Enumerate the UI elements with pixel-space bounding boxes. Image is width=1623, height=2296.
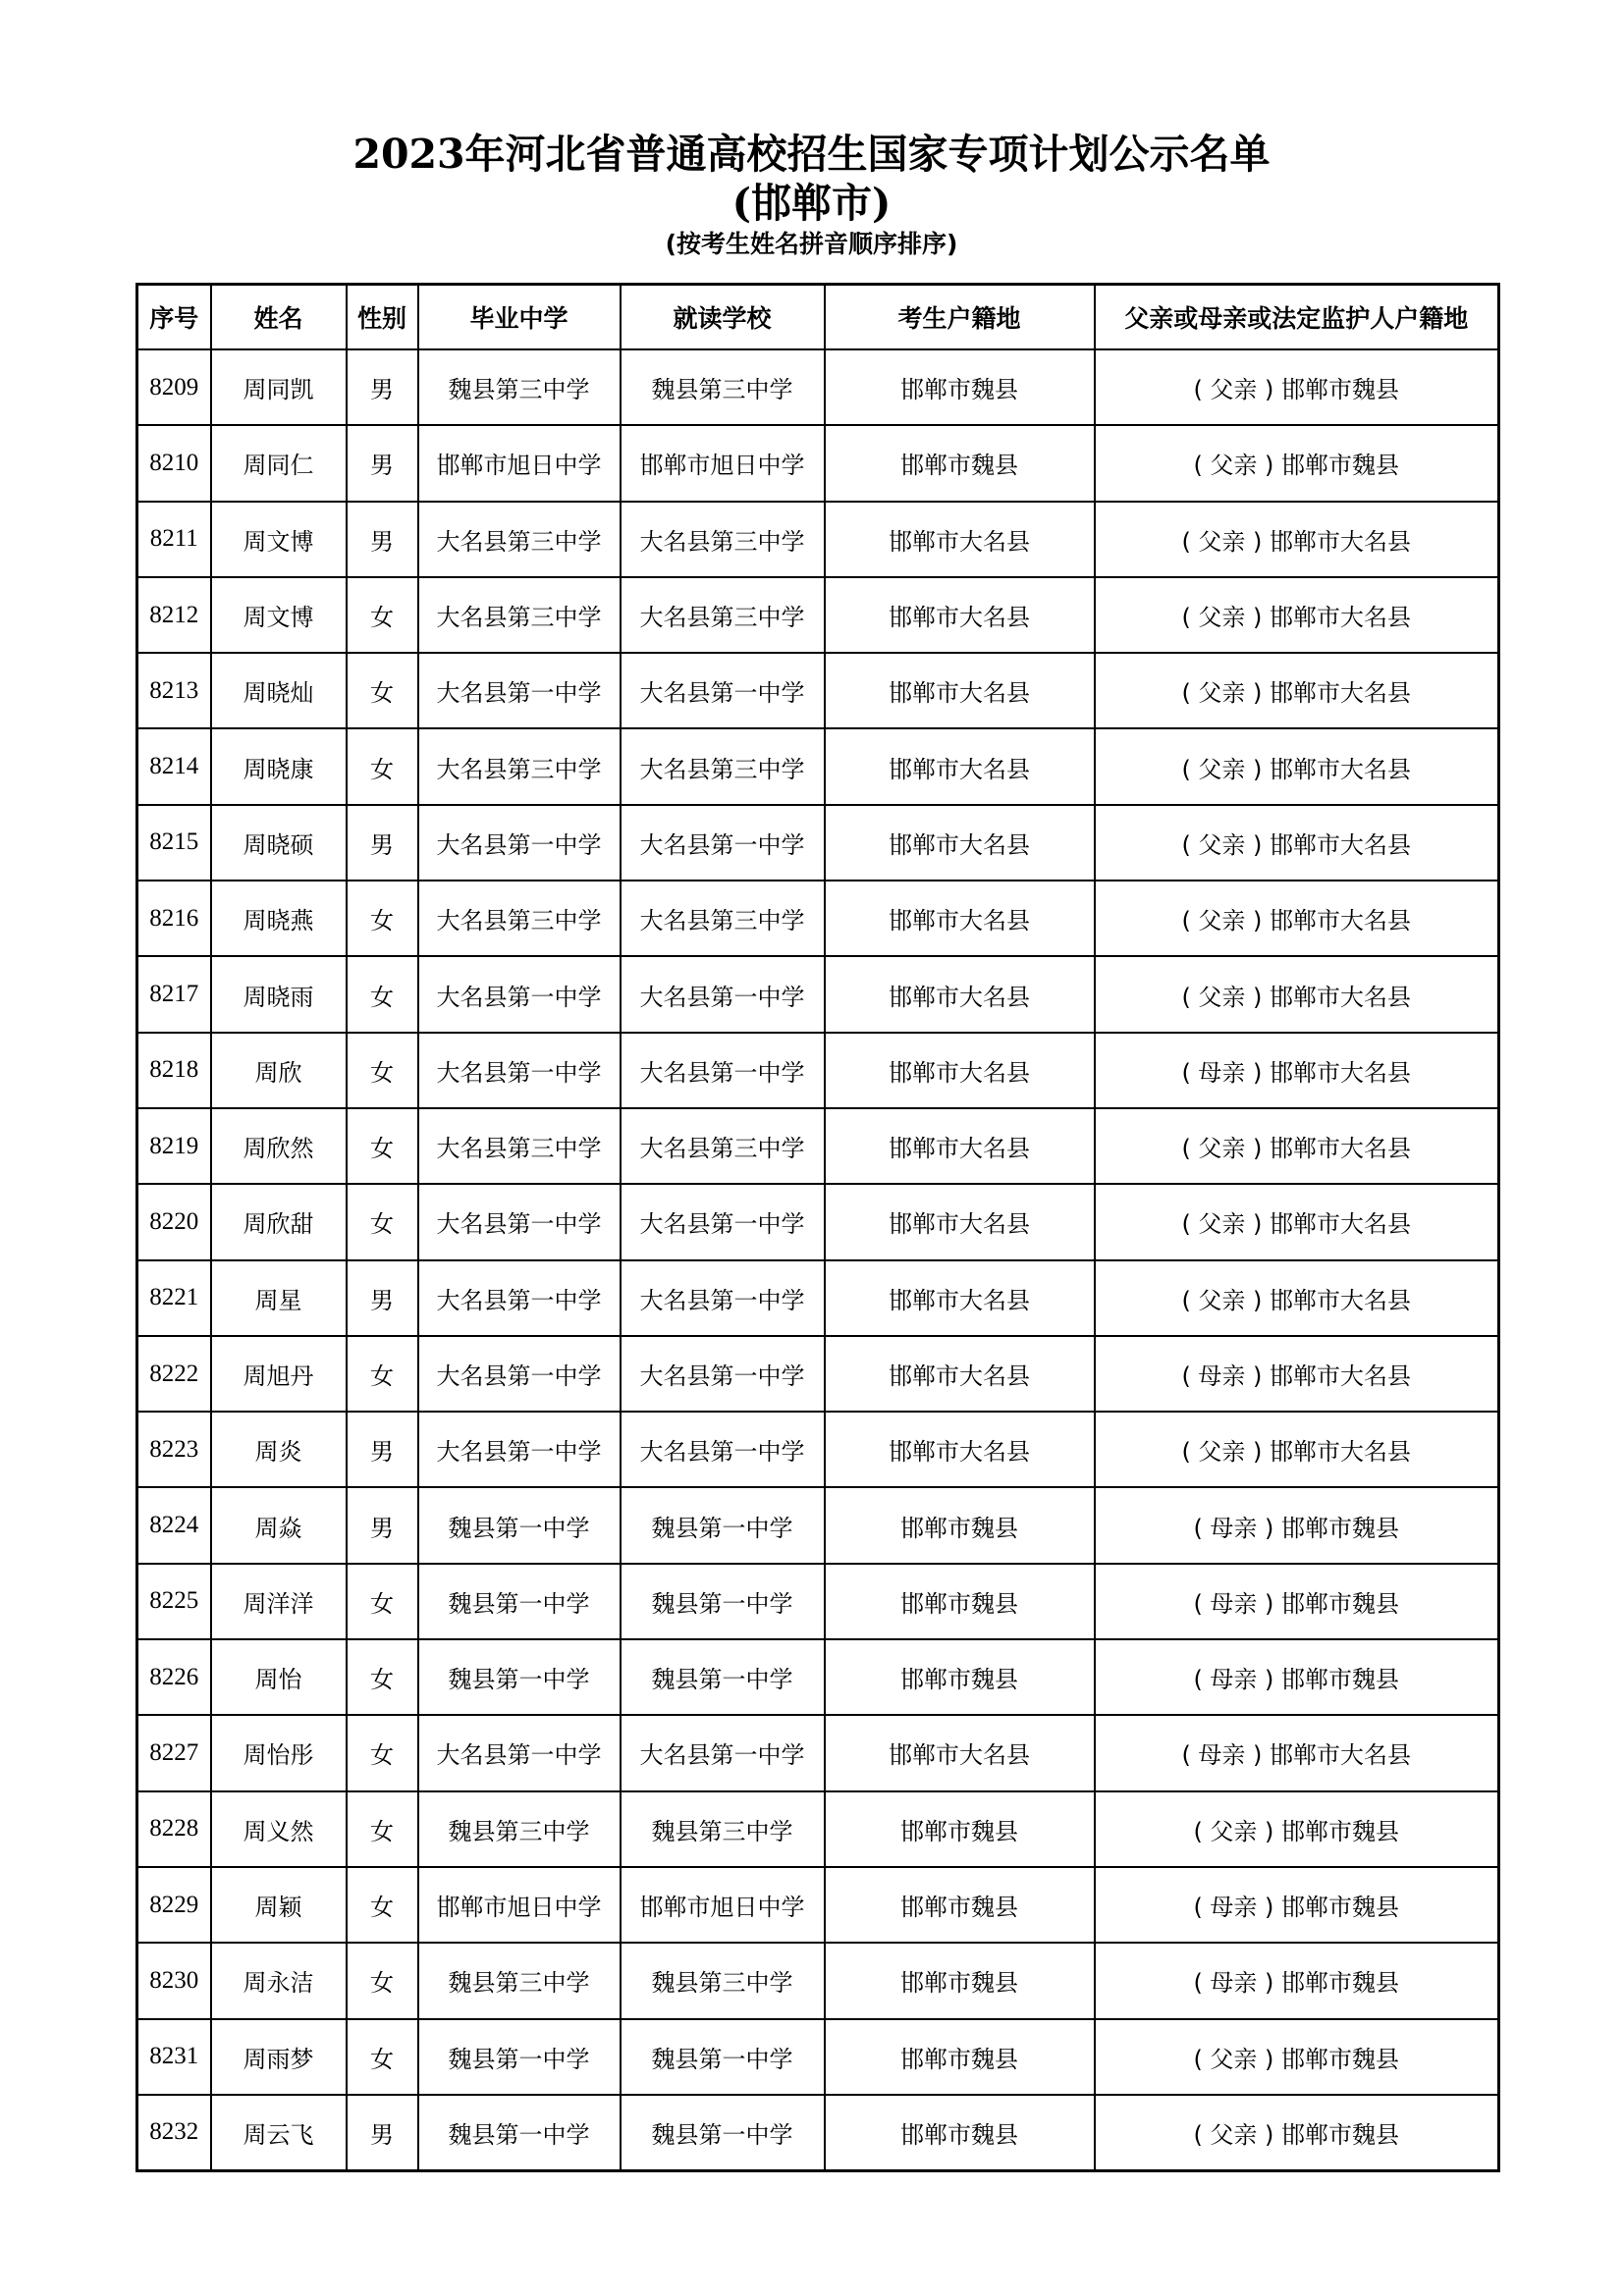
household-registration-cell: 邯郸市大名县 (825, 1412, 1095, 1487)
gender-cell: 女 (347, 577, 418, 653)
household-registration-cell: 邯郸市大名县 (825, 1184, 1095, 1259)
name-cell: 周怡彤 (211, 1715, 347, 1790)
current-school-cell: 大名县第三中学 (621, 1108, 825, 1184)
serial-number-cell: 8212 (137, 577, 211, 653)
column-header: 考生户籍地 (825, 285, 1095, 350)
current-school-cell: 大名县第一中学 (621, 1336, 825, 1412)
current-school-cell: 大名县第三中学 (621, 502, 825, 577)
current-school-cell: 魏县第一中学 (621, 1639, 825, 1715)
name-cell: 周晓硕 (211, 805, 347, 881)
gender-cell: 女 (347, 1564, 418, 1639)
gender-cell: 女 (347, 653, 418, 728)
name-cell: 周永洁 (211, 1943, 347, 2018)
name-cell: 周洋洋 (211, 1564, 347, 1639)
guardian-registration-cell: ( 母亲 ) 邯郸市魏县 (1095, 1867, 1499, 1943)
table-row (137, 425, 1499, 501)
serial-number-cell: 8226 (137, 1639, 211, 1715)
gender-cell: 女 (347, 1715, 418, 1790)
gender-cell: 女 (347, 1943, 418, 2018)
name-cell: 周晓燕 (211, 881, 347, 956)
household-registration-cell: 邯郸市大名县 (825, 881, 1095, 956)
name-cell: 周雨梦 (211, 2019, 347, 2095)
household-registration-cell: 邯郸市大名县 (825, 956, 1095, 1032)
guardian-registration-cell: ( 父亲 ) 邯郸市大名县 (1095, 1260, 1499, 1336)
guardian-registration-cell: ( 母亲 ) 邯郸市大名县 (1095, 1715, 1499, 1790)
guardian-registration-cell: ( 父亲 ) 邯郸市大名县 (1095, 1184, 1499, 1259)
table-row (137, 881, 1499, 956)
household-registration-cell: 邯郸市魏县 (825, 1487, 1095, 1563)
guardian-registration-cell: ( 父亲 ) 邯郸市大名县 (1095, 728, 1499, 804)
graduation-school-cell: 魏县第一中学 (418, 1564, 621, 1639)
graduation-school-cell: 大名县第三中学 (418, 728, 621, 804)
guardian-registration-cell: ( 母亲 ) 邯郸市大名县 (1095, 1033, 1499, 1108)
serial-number-cell: 8218 (137, 1033, 211, 1108)
name-cell: 周怡 (211, 1639, 347, 1715)
table-row (137, 1033, 1499, 1108)
table-row (137, 349, 1499, 425)
table-row (137, 1336, 1499, 1412)
name-cell: 周旭丹 (211, 1336, 347, 1412)
column-header: 父亲或母亲或法定监护人户籍地 (1095, 285, 1499, 350)
gender-cell: 男 (347, 1412, 418, 1487)
household-registration-cell: 邯郸市大名县 (825, 728, 1095, 804)
graduation-school-cell: 大名县第一中学 (418, 1033, 621, 1108)
graduation-school-cell: 大名县第一中学 (418, 1260, 621, 1336)
guardian-registration-cell: ( 母亲 ) 邯郸市魏县 (1095, 1943, 1499, 2018)
table-row (137, 653, 1499, 728)
guardian-registration-cell: ( 母亲 ) 邯郸市魏县 (1095, 1564, 1499, 1639)
gender-cell: 男 (347, 805, 418, 881)
serial-number-cell: 8209 (137, 349, 211, 425)
serial-number-cell: 8210 (137, 425, 211, 501)
gender-cell: 女 (347, 2019, 418, 2095)
graduation-school-cell: 大名县第一中学 (418, 653, 621, 728)
serial-number-cell: 8215 (137, 805, 211, 881)
gender-cell: 女 (347, 1033, 418, 1108)
household-registration-cell: 邯郸市魏县 (825, 2019, 1095, 2095)
graduation-school-cell: 大名县第一中学 (418, 956, 621, 1032)
guardian-registration-cell: ( 父亲 ) 邯郸市大名县 (1095, 502, 1499, 577)
guardian-registration-cell: ( 父亲 ) 邯郸市魏县 (1095, 2019, 1499, 2095)
name-cell: 周晓康 (211, 728, 347, 804)
current-school-cell: 魏县第一中学 (621, 2019, 825, 2095)
serial-number-cell: 8217 (137, 956, 211, 1032)
graduation-school-cell: 大名县第三中学 (418, 881, 621, 956)
graduation-school-cell: 大名县第三中学 (418, 577, 621, 653)
graduation-school-cell: 魏县第三中学 (418, 1791, 621, 1867)
table-row (137, 1412, 1499, 1487)
serial-number-cell: 8221 (137, 1260, 211, 1336)
graduation-school-cell: 大名县第一中学 (418, 1715, 621, 1790)
current-school-cell: 大名县第三中学 (621, 881, 825, 956)
guardian-registration-cell: ( 父亲 ) 邯郸市大名县 (1095, 1108, 1499, 1184)
column-header: 性别 (347, 285, 418, 350)
table-row (137, 728, 1499, 804)
gender-cell: 男 (347, 425, 418, 501)
graduation-school-cell: 魏县第一中学 (418, 1639, 621, 1715)
household-registration-cell: 邯郸市大名县 (825, 1260, 1095, 1336)
gender-cell: 男 (347, 1487, 418, 1563)
serial-number-cell: 8220 (137, 1184, 211, 1259)
gender-cell: 女 (347, 1639, 418, 1715)
guardian-registration-cell: ( 父亲 ) 邯郸市大名县 (1095, 1412, 1499, 1487)
name-cell: 周义然 (211, 1791, 347, 1867)
table-row (137, 1564, 1499, 1639)
gender-cell: 女 (347, 728, 418, 804)
guardian-registration-cell: ( 父亲 ) 邯郸市魏县 (1095, 1791, 1499, 1867)
column-header: 毕业中学 (418, 285, 621, 350)
guardian-registration-cell: ( 父亲 ) 邯郸市魏县 (1095, 349, 1499, 425)
name-cell: 周欣然 (211, 1108, 347, 1184)
household-registration-cell: 邯郸市大名县 (825, 1336, 1095, 1412)
current-school-cell: 魏县第一中学 (621, 2095, 825, 2171)
guardian-registration-cell: ( 父亲 ) 邯郸市魏县 (1095, 2095, 1499, 2171)
serial-number-cell: 8213 (137, 653, 211, 728)
household-registration-cell: 邯郸市大名县 (825, 653, 1095, 728)
graduation-school-cell: 魏县第一中学 (418, 2095, 621, 2171)
page-title: 2023年河北省普通高校招生国家专项计划公示名单 (352, 131, 1271, 178)
serial-number-cell: 8227 (137, 1715, 211, 1790)
graduation-school-cell: 大名县第三中学 (418, 1108, 621, 1184)
gender-cell: 女 (347, 1336, 418, 1412)
graduation-school-cell: 大名县第一中学 (418, 805, 621, 881)
table-row (137, 956, 1499, 1032)
current-school-cell: 大名县第一中学 (621, 1412, 825, 1487)
serial-number-cell: 8225 (137, 1564, 211, 1639)
current-school-cell: 魏县第一中学 (621, 1564, 825, 1639)
graduation-school-cell: 大名县第一中学 (418, 1336, 621, 1412)
current-school-cell: 大名县第一中学 (621, 653, 825, 728)
household-registration-cell: 邯郸市大名县 (825, 577, 1095, 653)
serial-number-cell: 8211 (137, 502, 211, 577)
household-registration-cell: 邯郸市魏县 (825, 349, 1095, 425)
table-row (137, 1943, 1499, 2018)
table-row (137, 1867, 1499, 1943)
name-cell: 周晓雨 (211, 956, 347, 1032)
serial-number-cell: 8214 (137, 728, 211, 804)
name-cell: 周欣甜 (211, 1184, 347, 1259)
current-school-cell: 邯郸市旭日中学 (621, 425, 825, 501)
graduation-school-cell: 魏县第三中学 (418, 349, 621, 425)
graduation-school-cell: 魏县第一中学 (418, 1487, 621, 1563)
page-subtitle: (邯郸市) (731, 180, 892, 227)
gender-cell: 男 (347, 1260, 418, 1336)
guardian-registration-cell: ( 父亲 ) 邯郸市大名县 (1095, 881, 1499, 956)
guardian-registration-cell: ( 母亲 ) 邯郸市大名县 (1095, 1336, 1499, 1412)
candidate-table (135, 283, 1500, 2172)
column-header: 姓名 (211, 285, 347, 350)
serial-number-cell: 8228 (137, 1791, 211, 1867)
table-row (137, 577, 1499, 653)
column-header: 序号 (137, 285, 211, 350)
guardian-registration-cell: ( 父亲 ) 邯郸市大名县 (1095, 653, 1499, 728)
name-cell: 周颖 (211, 1867, 347, 1943)
gender-cell: 女 (347, 1108, 418, 1184)
name-cell: 周焱 (211, 1487, 347, 1563)
guardian-registration-cell: ( 母亲 ) 邯郸市魏县 (1095, 1639, 1499, 1715)
gender-cell: 女 (347, 1791, 418, 1867)
household-registration-cell: 邯郸市大名县 (825, 502, 1095, 577)
name-cell: 周文博 (211, 577, 347, 653)
gender-cell: 女 (347, 1184, 418, 1259)
table-body (137, 349, 1499, 2171)
household-registration-cell: 邯郸市魏县 (825, 2095, 1095, 2171)
serial-number-cell: 8231 (137, 2019, 211, 2095)
gender-cell: 男 (347, 2095, 418, 2171)
name-cell: 周云飞 (211, 2095, 347, 2171)
name-cell: 周炎 (211, 1412, 347, 1487)
household-registration-cell: 邯郸市大名县 (825, 805, 1095, 881)
guardian-registration-cell: ( 父亲 ) 邯郸市大名县 (1095, 805, 1499, 881)
table-row (137, 2019, 1499, 2095)
current-school-cell: 大名县第三中学 (621, 577, 825, 653)
table-row (137, 502, 1499, 577)
graduation-school-cell: 邯郸市旭日中学 (418, 425, 621, 501)
household-registration-cell: 邯郸市魏县 (825, 1791, 1095, 1867)
graduation-school-cell: 魏县第一中学 (418, 2019, 621, 2095)
serial-number-cell: 8229 (137, 1867, 211, 1943)
table-row (137, 1108, 1499, 1184)
current-school-cell: 大名县第一中学 (621, 1260, 825, 1336)
name-cell: 周同仁 (211, 425, 347, 501)
guardian-registration-cell: ( 父亲 ) 邯郸市魏县 (1095, 425, 1499, 501)
serial-number-cell: 8230 (137, 1943, 211, 2018)
serial-number-cell: 8223 (137, 1412, 211, 1487)
sort-note: (按考生姓名拼音顺序排序) (665, 230, 958, 258)
current-school-cell: 邯郸市旭日中学 (621, 1867, 825, 1943)
current-school-cell: 大名县第三中学 (621, 728, 825, 804)
current-school-cell: 魏县第一中学 (621, 1487, 825, 1563)
household-registration-cell: 邯郸市魏县 (825, 1943, 1095, 2018)
serial-number-cell: 8219 (137, 1108, 211, 1184)
table-row (137, 1715, 1499, 1790)
household-registration-cell: 邯郸市魏县 (825, 425, 1095, 501)
current-school-cell: 大名县第一中学 (621, 805, 825, 881)
graduation-school-cell: 大名县第一中学 (418, 1412, 621, 1487)
current-school-cell: 大名县第一中学 (621, 956, 825, 1032)
guardian-registration-cell: ( 父亲 ) 邯郸市大名县 (1095, 577, 1499, 653)
serial-number-cell: 8216 (137, 881, 211, 956)
current-school-cell: 魏县第三中学 (621, 1791, 825, 1867)
graduation-school-cell: 大名县第三中学 (418, 502, 621, 577)
gender-cell: 女 (347, 1867, 418, 1943)
guardian-registration-cell: ( 母亲 ) 邯郸市魏县 (1095, 1487, 1499, 1563)
name-cell: 周文博 (211, 502, 347, 577)
table-row (137, 1260, 1499, 1336)
serial-number-cell: 8224 (137, 1487, 211, 1563)
current-school-cell: 大名县第一中学 (621, 1033, 825, 1108)
current-school-cell: 大名县第一中学 (621, 1715, 825, 1790)
table-row (137, 1639, 1499, 1715)
name-cell: 周晓灿 (211, 653, 347, 728)
graduation-school-cell: 大名县第一中学 (418, 1184, 621, 1259)
name-cell: 周星 (211, 1260, 347, 1336)
current-school-cell: 魏县第三中学 (621, 1943, 825, 2018)
gender-cell: 男 (347, 349, 418, 425)
guardian-registration-cell: ( 父亲 ) 邯郸市大名县 (1095, 956, 1499, 1032)
name-cell: 周欣 (211, 1033, 347, 1108)
table-row (137, 1487, 1499, 1563)
current-school-cell: 大名县第一中学 (621, 1184, 825, 1259)
household-registration-cell: 邯郸市大名县 (825, 1108, 1095, 1184)
gender-cell: 女 (347, 881, 418, 956)
household-registration-cell: 邯郸市魏县 (825, 1564, 1095, 1639)
household-registration-cell: 邯郸市大名县 (825, 1715, 1095, 1790)
table-row (137, 1184, 1499, 1259)
current-school-cell: 魏县第三中学 (621, 349, 825, 425)
household-registration-cell: 邯郸市魏县 (825, 1639, 1095, 1715)
gender-cell: 女 (347, 956, 418, 1032)
column-header: 就读学校 (621, 285, 825, 350)
household-registration-cell: 邯郸市魏县 (825, 1867, 1095, 1943)
serial-number-cell: 8222 (137, 1336, 211, 1412)
gender-cell: 男 (347, 502, 418, 577)
serial-number-cell: 8232 (137, 2095, 211, 2171)
table-header-row (137, 285, 1499, 350)
table-row (137, 2095, 1499, 2171)
graduation-school-cell: 魏县第三中学 (418, 1943, 621, 2018)
graduation-school-cell: 邯郸市旭日中学 (418, 1867, 621, 1943)
household-registration-cell: 邯郸市大名县 (825, 1033, 1095, 1108)
table-row (137, 805, 1499, 881)
name-cell: 周同凯 (211, 349, 347, 425)
table-row (137, 1791, 1499, 1867)
